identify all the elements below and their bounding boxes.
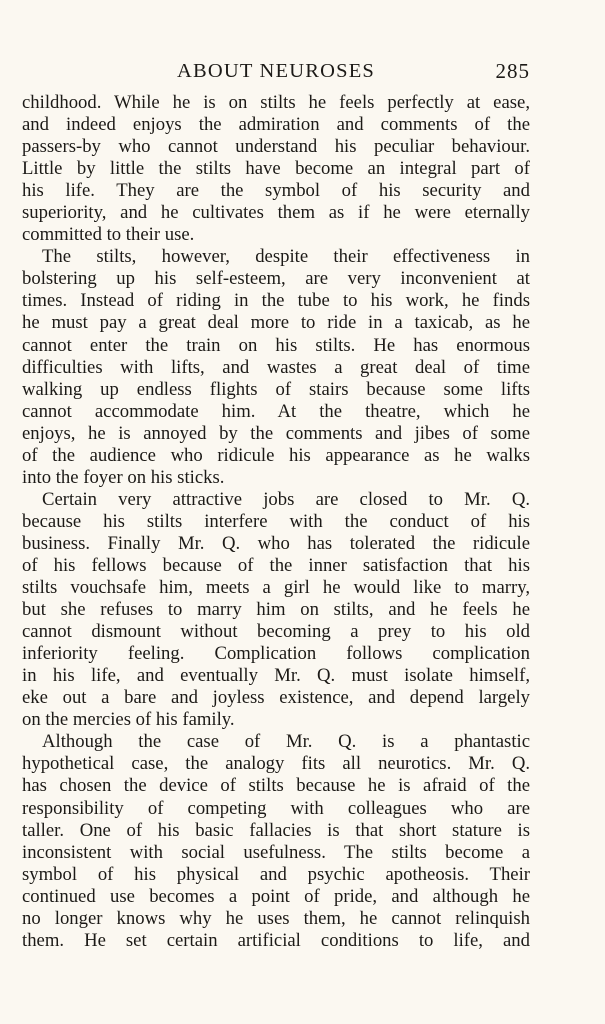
text-line: superiority, and he cultivates them as if he were eternally — [22, 202, 530, 224]
text-line: times. Instead of riding in the tube to his work, he finds — [22, 290, 530, 312]
text-line: stilts vouchsafe him, meets a girl he would like to marry, — [22, 577, 530, 599]
text-line: Little by little the stilts have become an integral part of — [22, 158, 530, 180]
body-text — [22, 92, 530, 952]
text-line: them. He set certain artificial conditions to life, and — [22, 929, 530, 951]
text-line: taller. One of his basic fallacies is that short stature is — [22, 819, 530, 841]
text-line: committed to their use. — [22, 224, 195, 246]
text-line: and indeed enjoys the admiration and comments of the — [22, 114, 530, 136]
text-line: inconsistent with social usefulness. The stilts become a — [22, 841, 530, 863]
text-line: in his life, and eventually Mr. Q. must isolate himself, — [22, 665, 530, 687]
text-line: his life. They are the symbol of his security and — [22, 180, 530, 202]
text-line: inferiority feeling. Complication follows complication — [22, 643, 530, 665]
running-head-title: ABOUT NEUROSES — [176, 60, 376, 82]
book-page — [22, 58, 530, 952]
text-line: Although the case of Mr. Q. is a phantastic — [42, 731, 530, 753]
text-line: but she refuses to marry him on stilts, and he feels he — [22, 599, 530, 621]
text-line: difficulties with lifts, and wastes a great deal of time — [22, 356, 530, 378]
text-line: symbol of his physical and psychic apotheosis. Their — [22, 863, 530, 885]
text-line: The stilts, however, despite their effectiveness in — [42, 246, 530, 268]
text-line: hypothetical case, the analogy fits all neurotics. Mr. Q. — [22, 753, 530, 775]
text-line: business. Finally Mr. Q. who has tolerated the ridicule — [22, 532, 530, 554]
text-line: responsibility of competing with colleagues who are — [22, 797, 530, 819]
text-line: has chosen the device of stilts because he is afraid of the — [22, 775, 530, 797]
text-line: cannot accommodate him. At the theatre, which he — [22, 400, 530, 422]
text-line: childhood. While he is on stilts he feels perfectly at ease, — [22, 92, 530, 113]
text-line: no longer knows why he uses them, he cannot relinquish — [22, 907, 530, 929]
text-line: on the mercies of his family. — [22, 709, 235, 731]
text-line: because his stilts interfere with the conduct of his — [22, 510, 530, 532]
running-head — [22, 58, 530, 88]
text-line: bolstering up his self-esteem, are very inconvenient at — [22, 268, 530, 290]
text-line: he must pay a great deal more to ride in a taxicab, as he — [22, 312, 530, 334]
text-line: cannot enter the train on his stilts. He has enormous — [22, 334, 530, 356]
text-line: walking up endless flights of stairs because some lifts — [22, 378, 530, 400]
text-line: cannot dismount without becoming a prey to his old — [22, 621, 530, 643]
page-number: 285 — [495, 59, 530, 83]
text-line: into the foyer on his sticks. — [22, 466, 225, 488]
text-line: of his fellows because of the inner satisfaction that his — [22, 554, 530, 576]
text-line: enjoys, he is annoyed by the comments and jibes of some — [22, 422, 530, 444]
text-line: Certain very attractive jobs are closed to Mr. Q. — [42, 488, 530, 510]
text-line: eke out a bare and joyless existence, and depend largely — [22, 687, 530, 709]
text-line: passers-by who cannot understand his peculiar behaviour. — [22, 136, 530, 158]
text-line: continued use becomes a point of pride, and although he — [22, 885, 530, 907]
text-line: of the audience who ridicule his appearance as he walks — [22, 444, 530, 466]
